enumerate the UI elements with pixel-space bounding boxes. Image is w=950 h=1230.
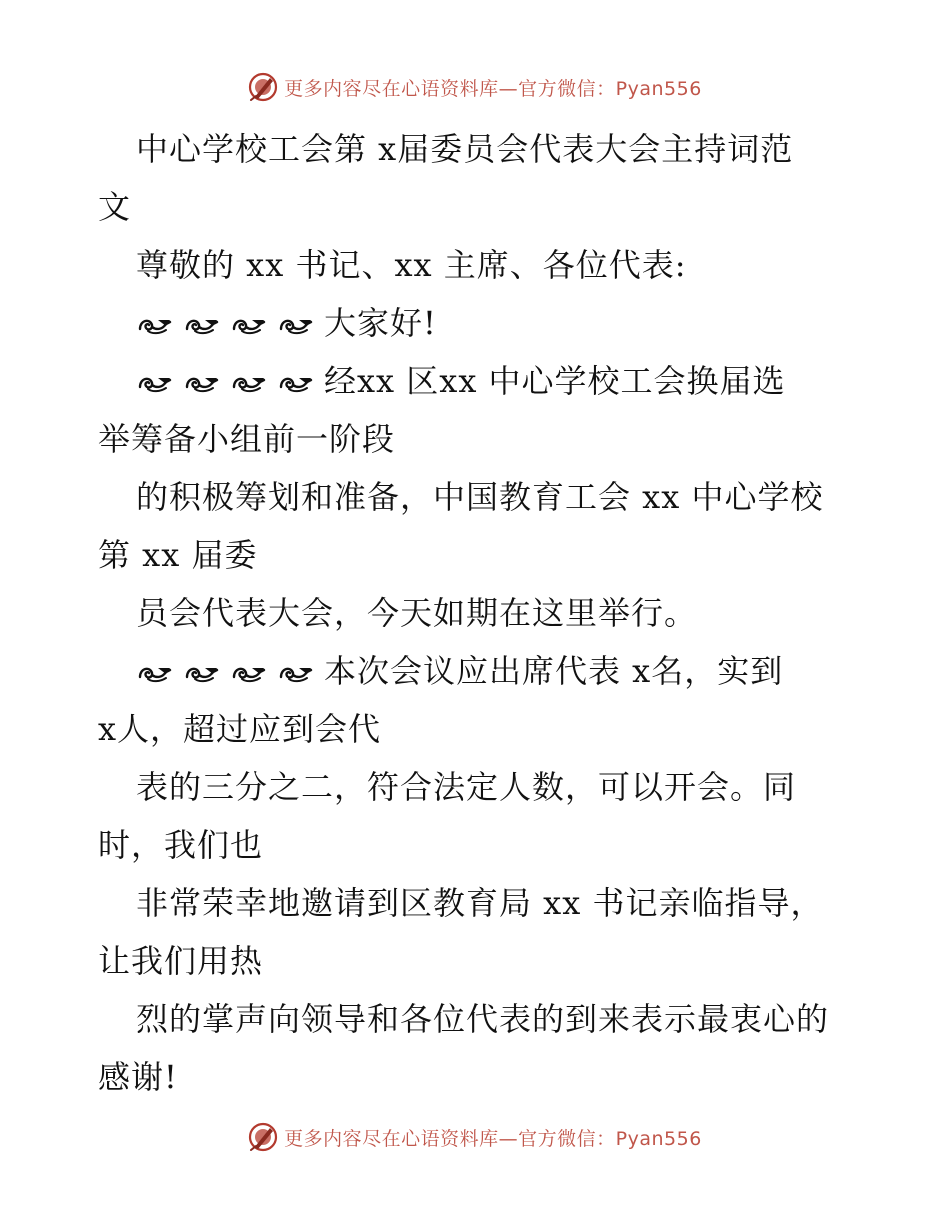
paragraph-2-line-7: 烈的掌声向领导和各位代表的到来表示最衷心的 bbox=[136, 1000, 830, 1038]
paragraph-1-line-5: 员会代表大会，今天如期在这里举行。 bbox=[136, 594, 698, 632]
swirl-ornament-icon bbox=[136, 372, 172, 394]
swirl-ornament-icon bbox=[183, 314, 219, 336]
swirl-ornament-icon bbox=[136, 662, 172, 684]
swirl-ornament-icon bbox=[277, 662, 313, 684]
swirl-ornament-icon bbox=[136, 314, 172, 336]
paragraph-2-line-5: 非常荣幸地邀请到区教育局 xx 书记亲临指导， bbox=[136, 884, 824, 922]
swirl-ornament-icon bbox=[183, 662, 219, 684]
swirl-ornament-icon bbox=[277, 372, 313, 394]
watermark-text: 更多内容尽在心语资料库—官方微信：Pyan556 bbox=[284, 1127, 702, 1150]
paragraph-1-line-1 bbox=[98, 352, 858, 410]
paragraph-2-line-2: x人，超过应到会代 bbox=[98, 710, 382, 748]
title-line-1: 中心学校工会第 x届委员会代表大会主持词范 bbox=[136, 130, 794, 168]
paragraph-1-line-4: 第 xx 届委 bbox=[98, 536, 258, 574]
swirl-ornament-icon bbox=[277, 314, 313, 336]
paragraph-2-line-1 bbox=[98, 642, 858, 700]
swirl-ornament-icon bbox=[183, 372, 219, 394]
header-watermark bbox=[0, 72, 950, 102]
salutation: 尊敬的 xx 书记、xx 主席、各位代表: bbox=[136, 246, 687, 284]
swirl-ornament-icon bbox=[230, 662, 266, 684]
paragraph-2-line-4: 时，我们也 bbox=[98, 826, 264, 864]
paragraph-1-text: 经xx 区xx 中心学校工会换届选 bbox=[324, 362, 786, 400]
paragraph-2-line-8: 感谢! bbox=[98, 1058, 178, 1096]
paragraph-2-line-6: 让我们用热 bbox=[98, 942, 264, 980]
title-line-2: 文 bbox=[98, 188, 132, 226]
paragraph-1-line-3: 的积极筹划和准备，中国教育工会 xx 中心学校 bbox=[136, 478, 824, 516]
greeting-text: 大家好! bbox=[324, 304, 437, 342]
footer-watermark bbox=[0, 1122, 950, 1152]
swirl-ornament-icon bbox=[230, 372, 266, 394]
watermark-text: 更多内容尽在心语资料库—官方微信：Pyan556 bbox=[284, 77, 702, 100]
paragraph-1-line-2: 举筹备小组前一阶段 bbox=[98, 420, 396, 458]
greeting-line bbox=[98, 294, 858, 352]
paragraph-2-line-3: 表的三分之二，符合法定人数，可以开会。同 bbox=[136, 768, 797, 806]
swirl-ornament-icon bbox=[230, 314, 266, 336]
paragraph-2-text: 本次会议应出席代表 x名，实到 bbox=[324, 652, 784, 690]
quill-seal-icon bbox=[248, 72, 278, 102]
quill-seal-icon bbox=[248, 1122, 278, 1152]
document-body bbox=[98, 120, 858, 1106]
